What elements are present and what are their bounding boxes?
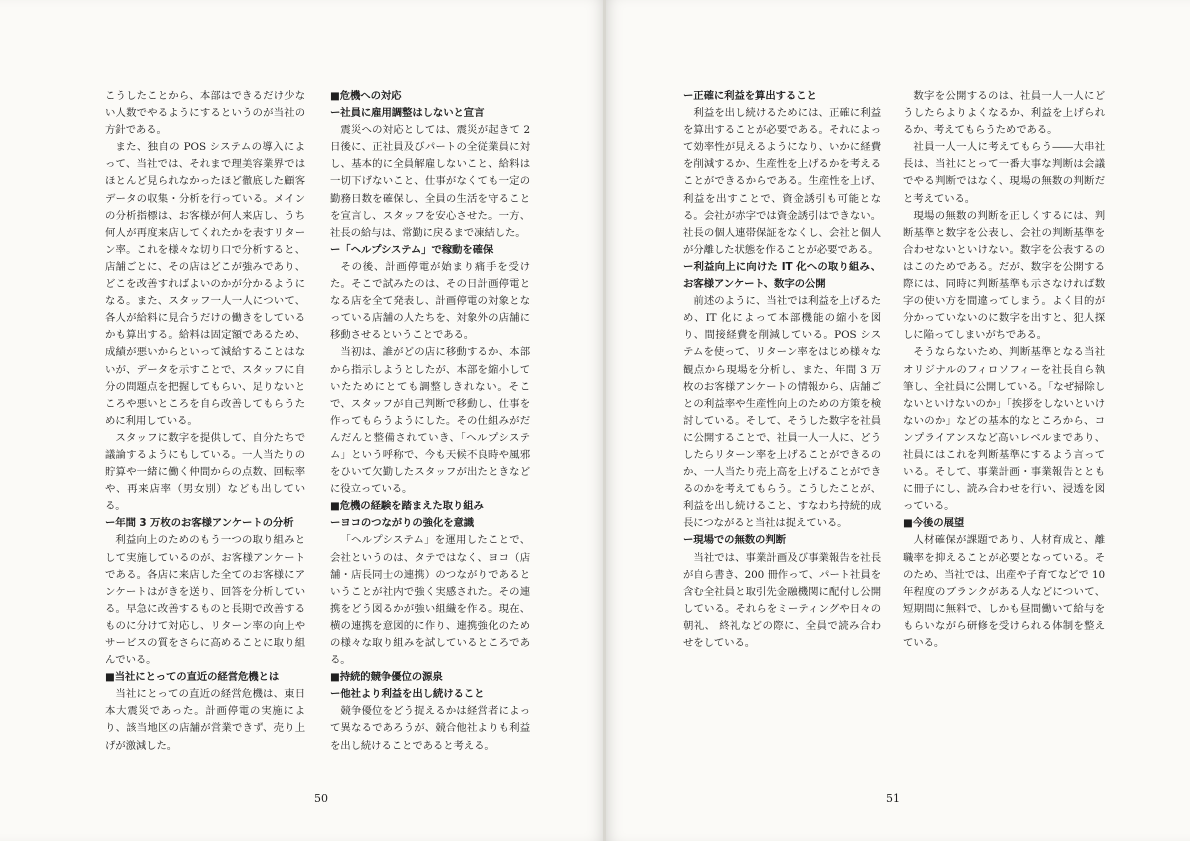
paragraph: 社員一人一人に考えてもらう――大串社長は、当社にとって一番大事な判断は会議でやる判断ではなく、現場の無数の判断だと考えている。 (903, 141, 1105, 205)
section-heading: ■危機の経験を踏まえた取り組み (330, 500, 484, 513)
paragraph: 現場の無数の判断を正しくするには、判断基準と数字を公表し、会社の判断基準を合わせないといけない。数字を公表するのはこのためである。だが、数字を公開する際には、同時に判断基準も示さなければ数字の使い方を間違ってしまう。よく目的が分かっていないのに数字を出すと、犯人探しに陥ってしまいがちである。 (903, 209, 1105, 342)
paragraph: そうならないため、判断基準となる当社オリジナルのフィロソフィーを社長自ら執筆し、全社員に公開している。「なぜ掃除しないといけないのか」「挨拶をしないといけないのか」などの基本的なところから、コンプライアンスなど高いレベルまであり、社員にはこれを判断基準にするよう言っている。そして、事業計画・事業報告とともに冊子にし、読み合わせを行い、浸透を図っている。 (903, 346, 1105, 513)
section-subheading: ーヨコのつながりの強化を意識 (330, 517, 475, 530)
section-heading: ■危機への対応 (330, 90, 402, 102)
section-heading: ■当社にとっての直近の経営危機とは (105, 671, 280, 684)
paragraph: 当社にとっての直近の経営危機は、東日本大震災であった。計画停電の実施により、該当地区の店舗が営業できず、売り上げが激減した。 (105, 688, 305, 752)
paragraph: また、独自の POS システムの導入によって、当社では、それまで理美容業界ではほとんど見られなかったほど徹底した顧客データの収集・分析を行っている。メインの分析指標は、お客様が何人来店し、うち何人が再度来店してくれたかを表すリターン率。これを様々な切り口で分析すると、店舗ごとに、その店はどこが強みであり、どこを改善すればよいのかが分かるようになる。また、スタッフ一人一人について、各人が給料に見合うだけの働きをしているかも算出する。給料は固定額であるため、成績が悪いからといって減給することはないが、データを示すことで、スタッフに自分の問題点を把握してもらい、足りないところや悪いところを自ら改善してもらうために利用している。 (105, 141, 305, 427)
section-subheading: ー他社より利益を出し続けること (330, 688, 485, 701)
section-subheading: ー年間 3 万枚のお客様アンケートの分析 (105, 517, 294, 530)
left-page-column-2 (330, 88, 530, 755)
page-number-right: 51 (886, 792, 900, 805)
paragraph: 当初は、誰がどの店に移動するか、本部から指示しようとしたが、本部を縮小していたためにとても調整しきれない。そこで、スタッフが自己判断で移動し、仕事を作ってもらうようにした。その仕組みがだんだんと整備されていき、「ヘルプシステム」という呼称で、今も天候不良時や風邪をひいて欠勤したスタッフが出たときなどに役立っている。 (330, 346, 530, 496)
paragraph: 前述のように、当社では利益を上げるため、IT 化によって本部機能の縮小を図り、間接経費を削減している。POS システムを使って、リターン率をはじめ様々な観点から現場を分析し、また、年間 3 万枚のお客様アンケートの情報から、店舗ごとの利益率や生産性向上のための方策を検討している。そして、そうした数字を社員に公開することで、社員一人一人に、どうしたらリターン率を上げることができるのか、一人当たり売上高を上げることができるのかを考えてもらう。こうしたことが、利益を出し続けること、すなわち持続的成長につながると当社は捉えている。 (683, 295, 881, 530)
paragraph: 利益向上のためのもう一つの取り組みとして実施しているのが、お客様アンケートである。各店に来店した全てのお客様にアンケートはがきを送り、回答を分析している。早急に改善するものと長期で改善するものに分けて対応し、リターン率の向上やサービスの質をさらに高めることに取り組んでいる。 (105, 534, 305, 667)
paragraph: スタッフに数字を提供して、自分たちで議論するようにもしている。一人当たりの貯算や一緒に働く仲間からの点数、回転率や、再来店率（男女別）なども出している。 (105, 431, 305, 513)
paragraph: 利益を出し続けるためには、正確に利益を算出することが必要である。それによって効率性が見えるようになり、いかに経費を削減するか、生産性を上げるかを考えることができるからである。生産性を上げ、利益を出すことで、資金誘引も可能となる。会社が赤字では資金誘引はできない。社長の個人連帯保証をなくし、会社と個人が分離した状態を作ることが必要である。 (683, 107, 881, 256)
right-page-column-1 (683, 88, 881, 652)
paragraph: 「ヘルプシステム」を運用したことで、会社というのは、タテではなく、ヨコ（店舗・店長同士の連携）のつながりであるということが社内で強く実感された。その連携をどう図るかが強い組織を作る。現在、横の連携を意図的に作り、連携強化のための様々な取り組みを試しているところである。 (330, 534, 530, 667)
paragraph: 震災への対応としては、震災が起きて 2 日後に、正社員及びパートの全従業員に対し、基本的に全員解雇しないこと、給料は一切下げないこと、仕事がなくても一定の勤務日数を確保し、全員の生活を守ることを宣言し、スタッフを安心させた。一方、社長の給与は、常勤に戻るまで凍結した。 (330, 124, 530, 239)
book-gutter (603, 0, 606, 841)
paragraph: 人材確保が課題であり、人材育成と、離職率を抑えることが必要となっている。そのため、当社では、出産や子育てなどで 10 年程度のブランクがある人などについて、短期間に無料で、しかも昼間働いて給与をもらいながら研修を受けられる体制を整えている。 (903, 534, 1105, 649)
left-page-column-1 (105, 88, 305, 755)
section-subheading: ー「ヘルプシステム」で稼動を確保 (330, 243, 494, 256)
section-subheading: ー利益向上に向けた IT 化への取り組み、お客様アンケート、数字の公開 (683, 260, 881, 291)
section-heading: ■今後の展望 (903, 517, 965, 530)
paragraph: その後、計画停電が始まり痛手を受けた。そこで試みたのは、その日計画停電となる店を全て発表し、計画停電の対象となっている店舗の人たちを、対象外の店舗に移動させるということである。 (330, 260, 530, 342)
page-number-left: 50 (314, 792, 328, 805)
right-page-column-2 (903, 88, 1105, 652)
section-heading: ■持続的競争優位の源泉 (330, 671, 443, 684)
paragraph: 当社では、事業計画及び事業報告を社長が自ら書き、200 冊作って、パート社員を含む全社員と取引先金融機関に配付し公開している。それらをミーティングや日々の朝礼、 終礼などの際に、全員で読み合わせをしている。 (683, 551, 881, 649)
paragraph: 競争優位をどう捉えるかは経営者によって異なるであろうが、競合他社よりも利益を出し続けることであると考える。 (330, 705, 530, 752)
section-subheading: ー社員に雇用調整はしないと宣言 (330, 107, 485, 120)
section-subheading: ー正確に利益を算出すること (683, 90, 817, 102)
paragraph: 数字を公開するのは、社員一人一人にどうしたらよりよくなるか、利益を上げられるか、考えてもらうためである。 (903, 90, 1105, 137)
paragraph: こうしたことから、本部はできるだけ少ない人数でやるようにするというのが当社の方針である。 (105, 90, 305, 137)
section-subheading: ー現場での無数の判断 (683, 534, 786, 547)
